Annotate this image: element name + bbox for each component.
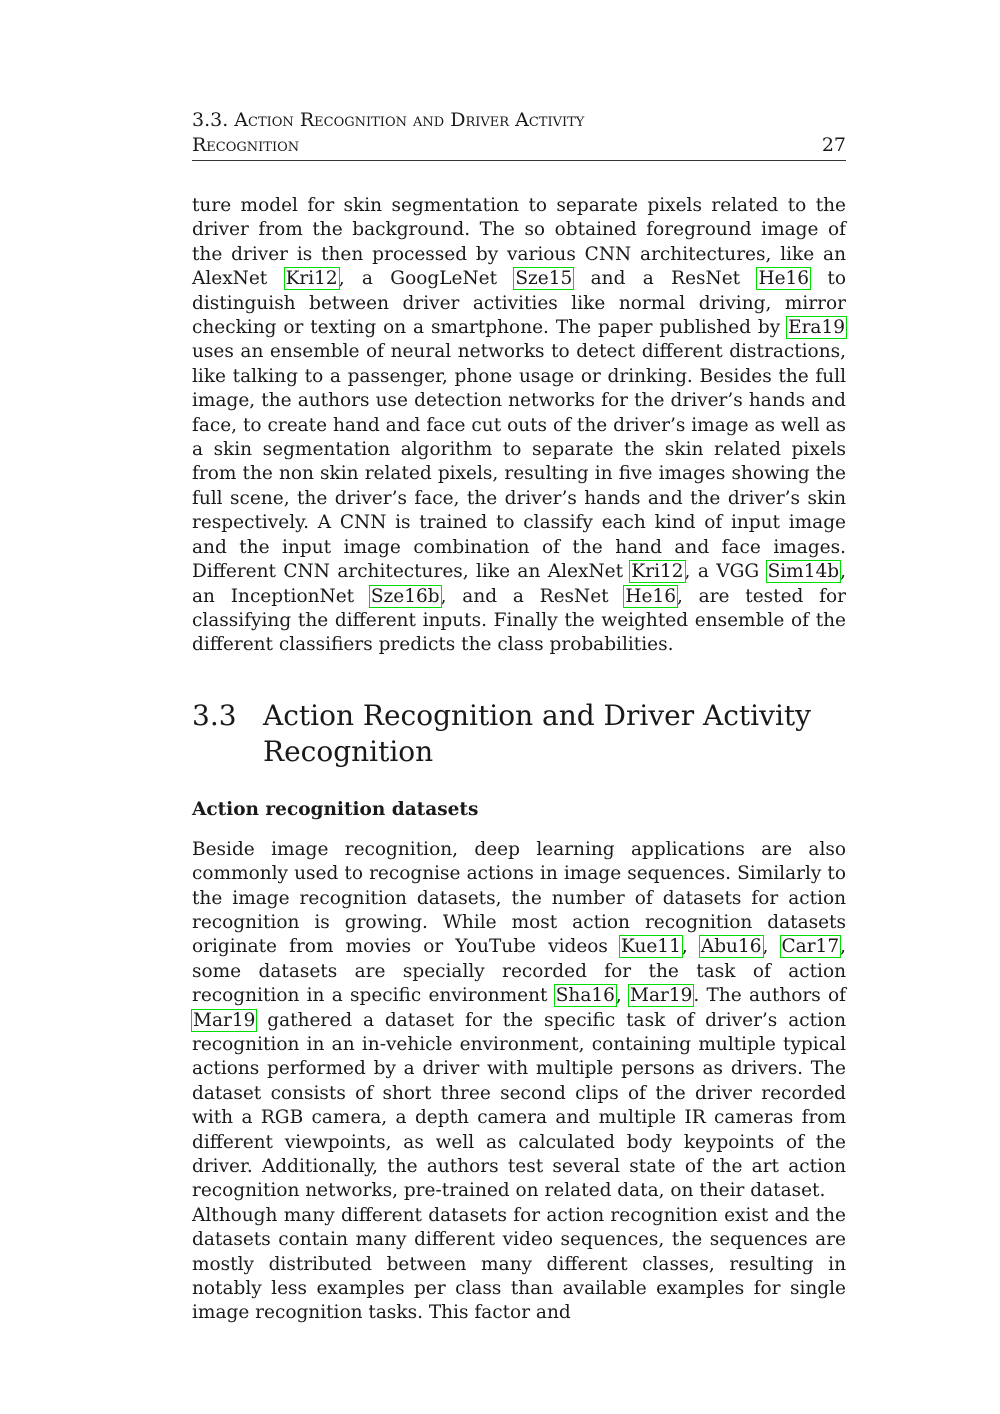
paragraph-text: , and a ResNet <box>440 585 625 607</box>
citation-link[interactable]: Kri12 <box>631 561 684 583</box>
paragraph-text: , an InceptionNet <box>192 561 847 607</box>
paragraph-text: to distinguish between driver activities like normal driving, mirror checking or texting on a smartphone. The paper published by <box>192 268 846 339</box>
paragraph-text: , <box>762 936 781 958</box>
running-header-title-line1: 3.3. Action Recognition and Driver Activity <box>192 109 585 131</box>
body-paragraph-1 <box>192 194 846 658</box>
paragraph-text: gathered a dataset for the specific task of driver’s action recognition in an in-vehicle environment, containing multiple typical actions performed by a driver with multiple persons as drivers. The dataset consists of short three second clips of the driver recorded with a RGB camera, a depth camera and multiple IR cameras from different viewpoints, as well as calculated body keypoints of the driver. Additionally, the authors test several state of the art action recognition networks, pre-trained on related data, on their dataset. <box>192 1009 846 1202</box>
body-paragraph-3: Although many different datasets for action recognition exist and the datasets contain many different video sequences, the sequences are mostly distributed between many different classes, resulting in notably less examples per class than available examples for single image recognition tasks. This factor and <box>192 1204 846 1324</box>
section-heading <box>192 698 846 770</box>
paragraph-text: , <box>615 985 630 1007</box>
citation-link[interactable]: He16 <box>625 585 677 607</box>
paragraph-text: , <box>681 936 700 958</box>
citation-link[interactable]: Abu16 <box>700 936 762 958</box>
citation-link[interactable]: Sim14b <box>767 561 840 583</box>
body-paragraph-2 <box>192 838 846 1204</box>
section-number: 3.3 <box>192 698 237 732</box>
citation-link[interactable]: Era19 <box>788 317 845 339</box>
citation-link[interactable]: He16 <box>758 268 810 290</box>
citation-link[interactable]: Car17 <box>781 936 840 958</box>
paragraph-text: , some datasets are specially recorded for the task of action recognition in a specific environment <box>192 936 846 1007</box>
subheading: Action recognition datasets <box>192 798 479 820</box>
paragraph-text: ture model for skin segmentation to separate pixels related to the driver from the background. The so obtained foreground image of the driver is then processed by various CNN architectures, like an AlexNet <box>192 195 846 290</box>
paragraph-text: , are tested for classifying the different inputs. Finally the weighted ensemble of the different classifiers predicts the class probabilities. <box>192 585 846 656</box>
citation-link[interactable]: Mar19 <box>193 1009 256 1031</box>
citation-link[interactable]: Mar19 <box>630 985 693 1007</box>
running-header-line2 <box>192 133 846 158</box>
paragraph-text: , a GoogLeNet <box>338 268 515 290</box>
citation-link[interactable]: Sze16b <box>370 585 440 607</box>
citation-link[interactable]: Sze15 <box>515 268 573 290</box>
paragraph-text: and a ResNet <box>573 268 758 290</box>
section-title: Action Recognition and Driver Activity Recognition <box>263 698 811 768</box>
running-header-title-line2: Recognition <box>192 134 300 156</box>
paragraph-text: Beside image recognition, deep learning applications are also commonly used to recognise actions in image sequences. Similarly to the image recognition datasets, the number of datasets for action recognition is growing. While most action recognition datasets originate from movies or YouTube videos <box>192 838 846 958</box>
page-body <box>192 194 846 1326</box>
citation-link[interactable]: Kri12 <box>285 268 338 290</box>
paragraph-text: uses an ensemble of neural networks to detect different distractions, like talking to a passenger, phone usage or drinking. Besides the full image, the authors use detection networks for the driver’s hands and face, to create hand and face cut outs of the driver’s image as well as a skin segmentation algorithm to separate the skin related pixels from the non skin related pixels, resulting in five images showing the full scene, the driver’s face, the driver’s hands and the driver’s skin respectively. A CNN is trained to classify each kind of input image and the input image combination of the hand and face images. Different CNN architectures, like an AlexNet <box>192 341 846 583</box>
citation-link[interactable]: Sha16 <box>555 985 615 1007</box>
page-number: 27 <box>821 134 846 156</box>
citation-link[interactable]: Kue11 <box>621 936 681 958</box>
paragraph-text: , a VGG <box>684 561 767 583</box>
running-header <box>192 108 846 161</box>
paragraph-text: . The authors of <box>693 985 846 1007</box>
